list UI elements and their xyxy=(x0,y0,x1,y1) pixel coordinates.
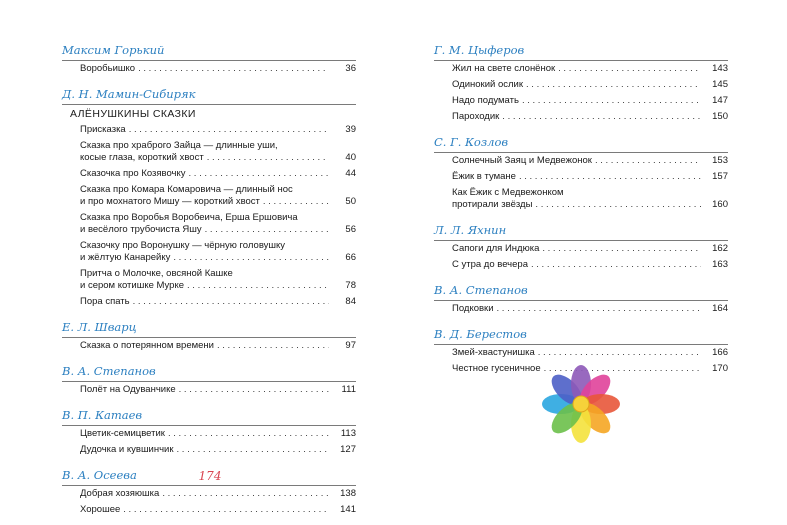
author-section xyxy=(62,361,356,396)
dot-leader xyxy=(595,155,701,167)
author-name: Максим Горький xyxy=(62,43,165,57)
entry-page-number: 44 xyxy=(345,168,356,179)
collection-title: АЛЁНУШКИНЫ СКАЗКИ xyxy=(70,108,196,120)
dot-leader xyxy=(162,488,329,500)
author-section xyxy=(62,40,356,75)
dot-leader xyxy=(542,243,701,255)
entry-title: Дудочка и кувшинчик xyxy=(80,444,174,455)
dot-leader xyxy=(177,444,329,456)
entry-title: Честное гусеничное xyxy=(452,363,541,374)
dot-leader xyxy=(168,428,329,440)
entry-title-line: Сказка про Воробья Воробеича, Ерша Ершовича xyxy=(80,212,298,223)
entry-title-line: Притча о Молочке, овсяной Кашке xyxy=(80,268,233,279)
toc-entry[interactable] xyxy=(62,184,356,208)
dot-leader xyxy=(205,224,329,236)
toc-entry[interactable] xyxy=(434,347,728,359)
entry-title: Полёт на Одуванчике xyxy=(80,384,176,395)
entry-title: Присказка xyxy=(80,124,126,135)
entry-page-number: 143 xyxy=(712,63,728,74)
dot-leader xyxy=(207,152,329,164)
toc-entry[interactable] xyxy=(434,259,728,271)
entry-title-line: Как Ёжик с Медвежонком xyxy=(452,187,564,198)
dot-leader xyxy=(538,347,701,359)
dot-leader xyxy=(526,79,701,91)
entry-page-number: 138 xyxy=(340,488,356,499)
toc-right-column xyxy=(434,40,728,384)
toc-entry[interactable] xyxy=(434,63,728,75)
dot-leader xyxy=(502,111,701,123)
dot-leader xyxy=(531,259,701,271)
toc-entry[interactable] xyxy=(62,444,356,456)
entry-page-number: 97 xyxy=(345,340,356,351)
author-name: В. Д. Берестов xyxy=(434,327,527,341)
dot-leader xyxy=(263,196,329,208)
entry-title: Хорошее xyxy=(80,504,121,515)
entry-page-number: 163 xyxy=(712,259,728,270)
dot-leader xyxy=(187,280,329,292)
entry-title: Сказка о потерянном времени xyxy=(80,340,214,351)
dot-leader xyxy=(133,296,329,308)
entry-title: Пароходик xyxy=(452,111,500,122)
dot-leader xyxy=(217,340,329,352)
entry-title: Воробьишко xyxy=(80,63,136,74)
entry-title: Ёжик в тумане xyxy=(452,171,516,182)
author-name: В. А. Степанов xyxy=(62,364,156,378)
entry-title: Солнечный Заяц и Медвежонок xyxy=(452,155,592,166)
entry-title: Подковки xyxy=(452,303,494,314)
entry-title: и сером котишке Мурке xyxy=(80,280,185,291)
author-section xyxy=(434,132,728,211)
entry-title: Надо подумать xyxy=(452,95,519,106)
toc-entry[interactable] xyxy=(434,243,728,255)
author-section xyxy=(62,317,356,352)
author-section xyxy=(62,84,356,308)
entry-title: Добрая хозяюшка xyxy=(80,488,160,499)
dot-leader xyxy=(138,63,329,75)
entry-page-number: 160 xyxy=(712,199,728,210)
entry-page-number: 40 xyxy=(345,152,356,163)
dot-leader xyxy=(179,384,329,396)
dot-leader xyxy=(519,171,701,183)
entry-title: протирали звёзды xyxy=(452,199,533,210)
toc-entry[interactable] xyxy=(62,268,356,292)
entry-page-number: 153 xyxy=(712,155,728,166)
entry-page-number: 36 xyxy=(345,63,356,74)
entry-title: и весёлого трубочиста Яшу xyxy=(80,224,202,235)
author-name: С. Г. Козлов xyxy=(434,135,509,149)
page-number: 174 xyxy=(198,469,222,483)
entry-page-number: 39 xyxy=(345,124,356,135)
author-name: Г. М. Цыферов xyxy=(434,43,525,57)
dot-leader xyxy=(173,252,329,264)
entry-title: и жёлтую Канарейку xyxy=(80,252,171,263)
toc-entry[interactable] xyxy=(62,504,356,516)
toc-entry[interactable] xyxy=(434,155,728,167)
toc-entry[interactable] xyxy=(434,79,728,91)
entry-page-number: 147 xyxy=(712,95,728,106)
author-section xyxy=(434,220,728,271)
entry-title: Пора спать xyxy=(80,296,130,307)
toc-entry[interactable] xyxy=(434,303,728,315)
entry-page-number: 56 xyxy=(345,224,356,235)
entry-title-line: Сказочку про Воронушку — чёрную головушку xyxy=(80,240,286,251)
dot-leader xyxy=(189,168,329,180)
entry-page-number: 170 xyxy=(712,363,728,374)
entry-title: Сказочка про Козявочку xyxy=(80,168,186,179)
toc-entry[interactable] xyxy=(62,488,356,500)
entry-title: косые глаза, короткий хвост xyxy=(80,152,204,163)
entry-page-number: 66 xyxy=(345,252,356,263)
entry-title: Сапоги для Индюка xyxy=(452,243,540,254)
author-name: Е. Л. Шварц xyxy=(62,320,137,334)
toc-entry[interactable] xyxy=(62,428,356,440)
dot-leader xyxy=(535,199,701,211)
toc-entry[interactable] xyxy=(62,63,356,75)
toc-entry[interactable] xyxy=(62,340,356,352)
author-section xyxy=(434,280,728,315)
author-name: Л. Л. Яхнин xyxy=(434,223,507,237)
entry-title-line: Сказка про храброго Зайца — длинные уши, xyxy=(80,140,278,151)
entry-page-number: 50 xyxy=(345,196,356,207)
toc-entry[interactable] xyxy=(62,168,356,180)
toc-entry[interactable] xyxy=(434,171,728,183)
entry-title-line: Сказка про Комара Комаровича — длинный нос xyxy=(80,184,293,195)
entry-page-number: 78 xyxy=(345,280,356,291)
author-name: В. А. Осеева xyxy=(62,468,137,482)
entry-page-number: 84 xyxy=(345,296,356,307)
entry-title: Одинокий ослик xyxy=(452,79,524,90)
dot-leader xyxy=(497,303,701,315)
entry-page-number: 162 xyxy=(712,243,728,254)
toc-entry[interactable] xyxy=(434,111,728,123)
toc-entry[interactable] xyxy=(62,124,356,136)
dot-leader xyxy=(522,95,701,107)
entry-title: Жил на свете слонёнок xyxy=(452,63,556,74)
entry-page-number: 141 xyxy=(340,504,356,515)
author-section xyxy=(62,405,356,456)
entry-page-number: 164 xyxy=(712,303,728,314)
entry-page-number: 150 xyxy=(712,111,728,122)
entry-page-number: 127 xyxy=(340,444,356,455)
dot-leader xyxy=(558,63,701,75)
entry-title: и про мохнатого Мишу — короткий хвост xyxy=(80,196,260,207)
entry-page-number: 111 xyxy=(341,384,356,395)
toc-entry[interactable] xyxy=(62,296,356,308)
toc-entry[interactable] xyxy=(434,187,728,211)
entry-page-number: 166 xyxy=(712,347,728,358)
toc-entry[interactable] xyxy=(62,140,356,164)
author-name: В. П. Катаев xyxy=(62,408,143,422)
toc-left-column xyxy=(62,40,356,525)
dot-leader xyxy=(129,124,329,136)
entry-page-number: 157 xyxy=(712,171,728,182)
rainbow-flower-illustration xyxy=(533,360,629,448)
author-name: Д. Н. Мамин-Сибиряк xyxy=(62,87,196,101)
entry-page-number: 145 xyxy=(712,79,728,90)
toc-entry[interactable] xyxy=(62,240,356,264)
toc-entry[interactable] xyxy=(62,212,356,236)
entry-title: Змей-хвастунишка xyxy=(452,347,535,358)
toc-entry[interactable] xyxy=(62,384,356,396)
flower-center xyxy=(573,396,589,412)
entry-page-number: 113 xyxy=(340,428,356,439)
toc-entry[interactable] xyxy=(434,95,728,107)
author-section xyxy=(434,40,728,123)
author-name: В. А. Степанов xyxy=(434,283,528,297)
entry-title: Цветик-семицветик xyxy=(80,428,165,439)
dot-leader xyxy=(123,504,329,516)
entry-title: С утра до вечера xyxy=(452,259,528,270)
